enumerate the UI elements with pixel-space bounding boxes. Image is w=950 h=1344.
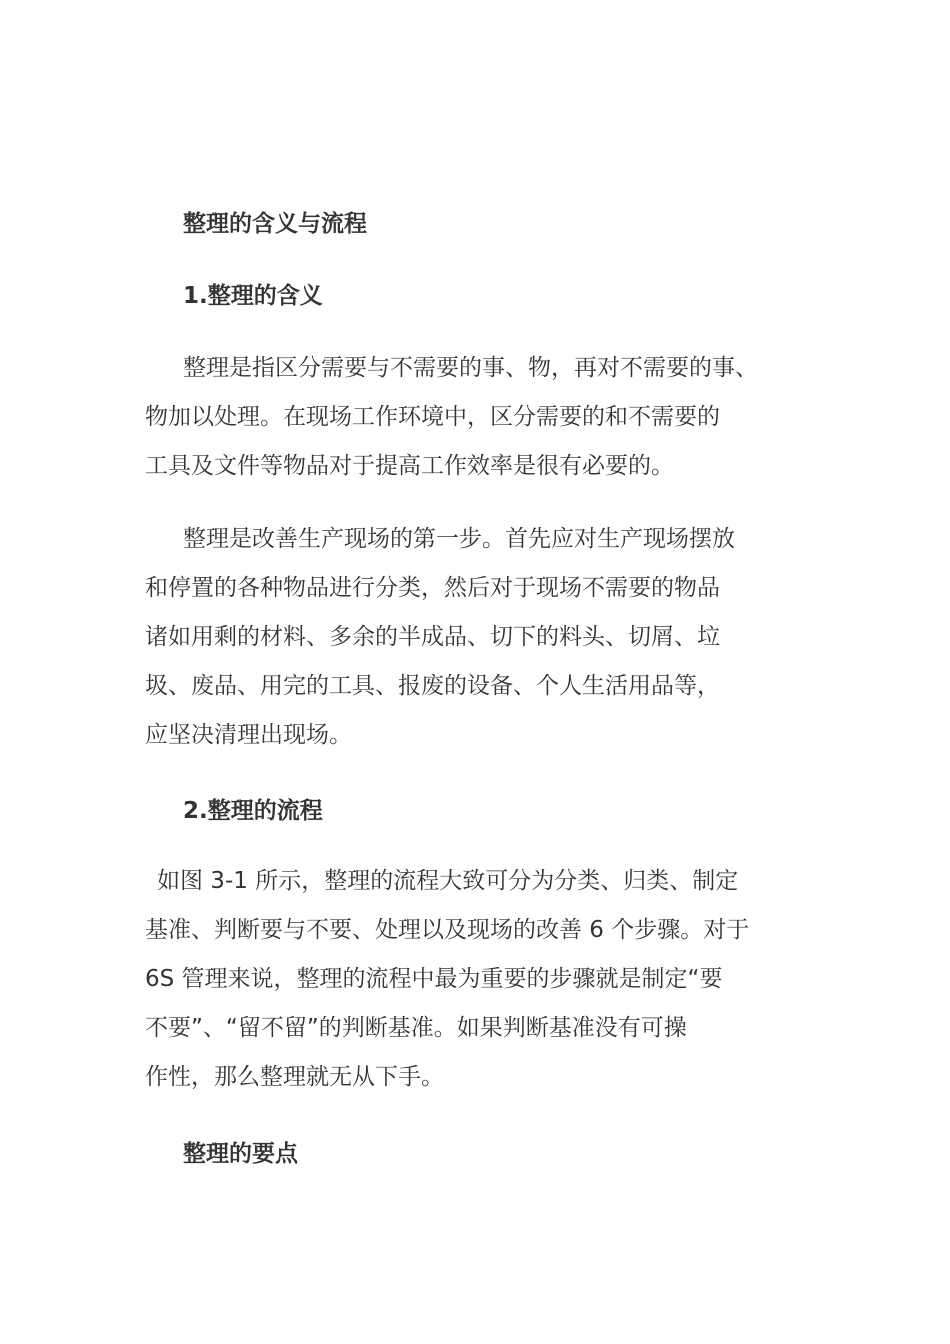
paragraph-line: 圾、废品、用完的工具、报废的设备、个人生活用品等， [145,673,720,699]
paragraph-line: 应坚决清理出现场。 [145,722,352,748]
paragraph-line: 诸如用剩的材料、多余的半成品、切下的料头、切屑、垃 [145,624,720,650]
paragraph-line: 和停置的各种物品进行分类，然后对于现场不需要的物品 [145,575,720,601]
section-heading-meaning: 1.整理的含义 [183,283,323,309]
paragraph-line: 如图 3-1 所示，整理的流程大致可分为分类、归类、制定 [157,868,739,894]
paragraph-line: 物加以处理。在现场工作环境中，区分需要的和不需要的 [145,404,720,430]
document-title: 整理的含义与流程 [183,211,367,237]
paragraph-line: 基准、判断要与不要、处理以及现场的改善 6 个步骤。对于 [145,917,750,943]
paragraph-line: 不要”、“留不留”的判断基准。如果判断基准没有可操 [145,1015,687,1041]
paragraph-meaning-definition [145,344,835,491]
paragraph-line: 整理是指区分需要与不需要的事、物，再对不需要的事、 [183,355,758,381]
paragraph-process [145,857,835,1102]
paragraph-meaning-first-step [145,515,835,760]
paragraph-line: 作性，那么整理就无从下手。 [145,1064,444,1090]
paragraph-line: 工具及文件等物品对于提高工作效率是很有必要的。 [145,453,674,479]
section-heading-process: 2.整理的流程 [183,798,323,824]
paragraph-line: 整理是改善生产现场的第一步。首先应对生产现场摆放 [183,526,735,552]
paragraph-line: 6S 管理来说，整理的流程中最为重要的步骤就是制定“要 [145,966,723,992]
section-heading-key-points: 整理的要点 [183,1141,298,1167]
